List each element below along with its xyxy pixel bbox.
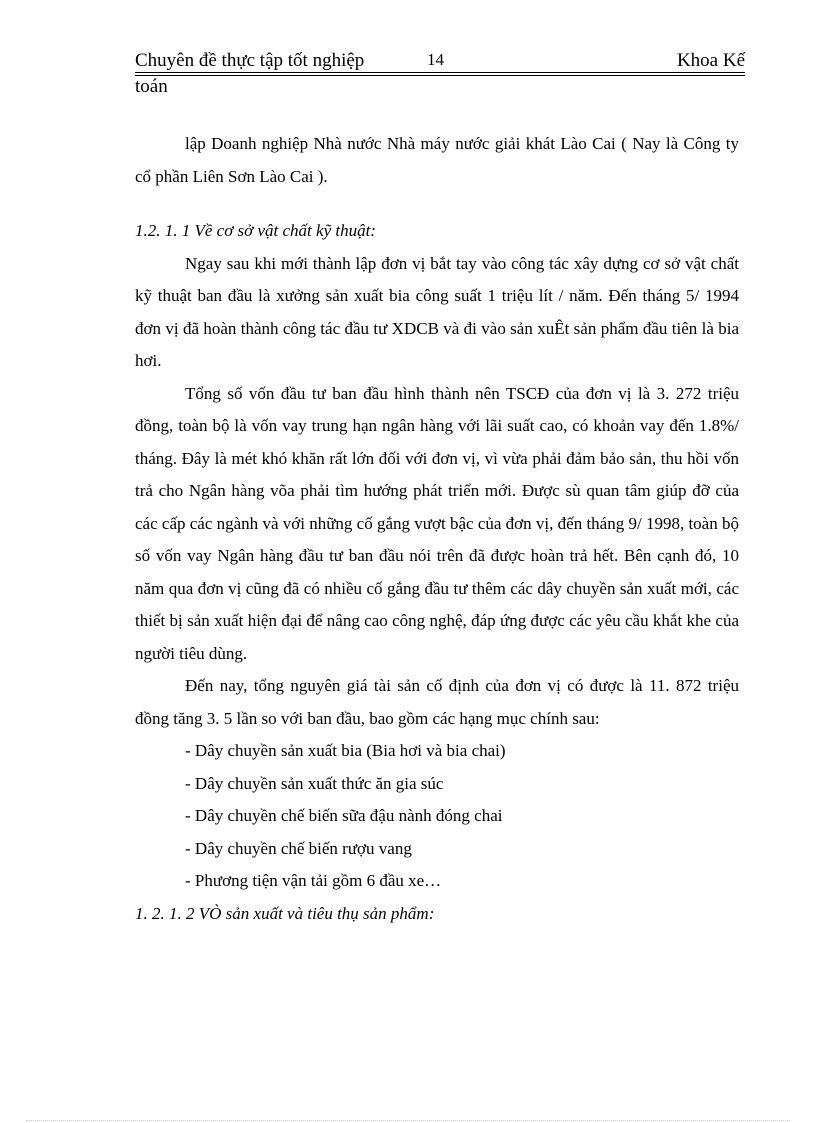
intro-paragraph: lập Doanh nghiệp Nhà nước Nhà máy nước giải khát Lào Cai ( Nay là Công ty cổ phần Liên Sơn Lào Cai ).: [135, 134, 739, 186]
page-header: [135, 50, 745, 96]
list-item: - Dây chuyền sản xuất bia (Bia hơi và bia chai): [185, 741, 506, 760]
paragraph-fixed-assets: Đến nay, tổng nguyên giá tài sản cố định của đơn vị có được là 11. 872 triệu đồng tăng 3. 5 lần so với ban đầu, bao gồm các hạng mục chính sau:: [135, 676, 739, 728]
header-rule-thin: [135, 75, 745, 76]
list-item: - Dây chuyền sản xuất thức ăn gia súc: [185, 773, 444, 793]
list-item: - Phương tiện vận tải gồm 6 đầu xe…: [185, 871, 442, 890]
header-document-title: Chuyên đề thực tập tốt nghiệp: [135, 50, 365, 71]
paragraph-construction: Ngay sau khi mới thành lập đơn vị bắt tay vào công tác xây dựng cơ sở vật chất kỹ thuật ban đầu là xưởng sản xuất bia công suất 1 triệu lít / năm. Đến tháng 5/ 1994 đơn vị đã hoàn thành công tác đầu tư XDCB và đi vào sản xuÊt sản phẩm đầu tiên là bia hơi.: [135, 253, 739, 370]
page-number: 14: [427, 50, 444, 69]
list-item: - Dây chuyền chế biến sữa đậu nành đóng chai: [185, 806, 503, 825]
document-body: [135, 128, 739, 930]
header-department-continuation: toán: [135, 76, 168, 97]
page-bottom-border: [26, 1120, 790, 1121]
section-heading-production: 1. 2. 1. 2 VÒ sản xuất và tiêu thụ sản phẩm:: [135, 903, 435, 923]
header-department: Khoa Kế: [676, 50, 745, 71]
section-heading-facilities: 1.2. 1. 1 Về cơ sở vật chất kỹ thuật:: [135, 221, 376, 240]
header-rule-thick: [135, 72, 745, 73]
paragraph-investment: Tổng số vốn đầu tư ban đầu hình thành nên TSCĐ của đơn vị là 3. 272 triệu đồng, toàn bộ là vốn vay trung hạn ngân hàng với lãi suất cao, có khoản vay đến 1.8%/ tháng. Đây là mét khó khăn rất lớn đối với đơn vị, vì vừa phải đảm bảo sản, thu hồi vốn trả cho Ngân hàng võa phải tìm hướng phát triển mới. Được sù quan tâm giúp đỡ của các cấp các ngành và với những cố gắng vượt bậc của đơn vị, đến tháng 9/ 1998, toàn bộ số vốn vay Ngân hàng đầu tư ban đầu nói trên đã được hoàn trả hết. Bên cạnh đó, 10 năm qua đơn vị cũng đã có nhiều cố gắng đầu tư thêm các dây chuyền sản xuất mới, các thiết bị sản xuất hiện đại để nâng cao công nghệ, đáp ứng được các yêu cầu khắt khe của người tiêu dùng.: [135, 383, 739, 663]
list-item: - Dây chuyền chế biến rượu vang: [185, 838, 412, 858]
